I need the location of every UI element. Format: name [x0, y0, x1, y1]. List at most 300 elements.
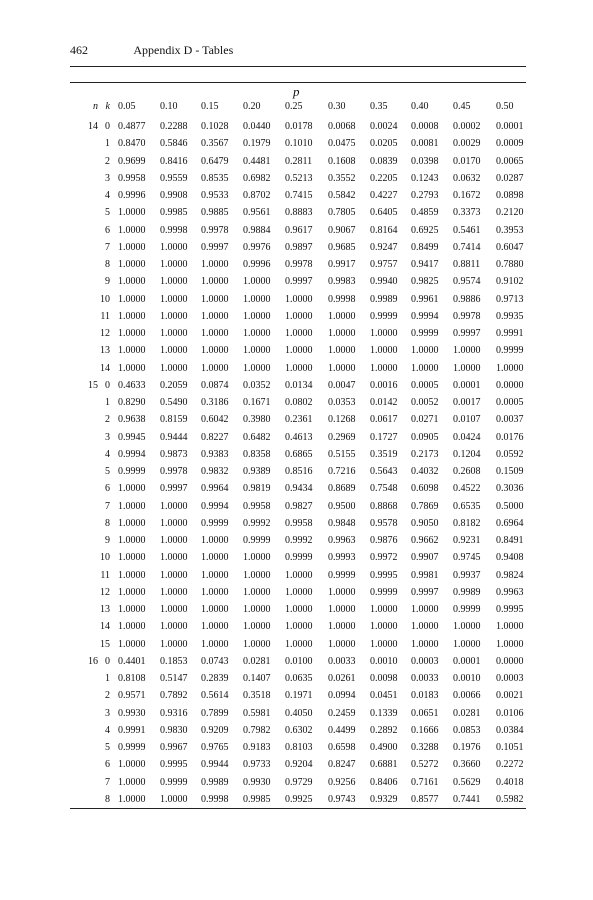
probability-cell: 0.9848	[328, 517, 356, 529]
probability-cell: 0.8499	[411, 241, 439, 253]
table-row	[70, 653, 526, 670]
probability-cell: 0.0853	[453, 724, 481, 736]
probability-cell: 0.9972	[370, 552, 398, 564]
probability-cell: 0.0451	[370, 690, 398, 702]
probability-cell: 0.5155	[328, 448, 356, 460]
probability-cell: 0.3980	[243, 414, 271, 426]
probability-cell: 0.7415	[285, 190, 313, 201]
probability-cell: 0.5147	[160, 673, 188, 684]
probability-cell: 0.0176	[496, 431, 524, 443]
probability-cell: 0.9256	[328, 776, 356, 788]
k-cell: 5	[105, 207, 110, 219]
probability-cell: 1.0000	[243, 293, 271, 305]
probability-cell: 0.9989	[453, 586, 481, 598]
probability-cell: 0.5490	[160, 397, 188, 408]
probability-cell: 0.9997	[453, 328, 481, 339]
probability-cell: 0.0651	[411, 707, 439, 719]
probability-cell: 1.0000	[243, 362, 271, 374]
probability-cell: 0.9329	[370, 793, 398, 805]
table-row	[70, 739, 526, 756]
table-row	[70, 377, 526, 394]
probability-cell: 0.1407	[243, 673, 271, 684]
probability-cell: 0.4900	[370, 742, 398, 753]
probability-cell: 1.0000	[118, 293, 146, 305]
probability-cell: 0.8164	[370, 224, 398, 236]
k-cell: 14	[100, 621, 110, 633]
table-row	[70, 636, 526, 653]
probability-cell: 0.9408	[496, 552, 524, 564]
k-cell: 11	[100, 569, 110, 581]
probability-cell: 0.0384	[496, 724, 524, 736]
k-cell: 1	[105, 397, 110, 408]
k-column-header: k	[105, 101, 110, 112]
probability-cell: 0.8702	[243, 190, 271, 201]
probability-cell: 1.0000	[118, 259, 146, 270]
p-column-header: 0.40	[411, 101, 429, 112]
probability-cell: 1.0000	[328, 621, 356, 633]
probability-cell: 0.9944	[201, 759, 229, 771]
probability-cell: 0.9998	[201, 793, 229, 805]
probability-cell: 0.0017	[453, 397, 481, 408]
probability-cell: 0.9999	[453, 604, 481, 615]
probability-cell: 0.0081	[411, 138, 439, 150]
probability-cell: 1.0000	[496, 362, 524, 374]
probability-cell: 0.9992	[243, 517, 271, 529]
probability-cell: 0.9989	[370, 293, 398, 305]
probability-cell: 0.8868	[370, 500, 398, 512]
probability-cell: 0.0281	[453, 707, 481, 719]
probability-cell: 0.8247	[328, 759, 356, 771]
table-row	[70, 498, 526, 515]
probability-cell: 0.0617	[370, 414, 398, 426]
probability-cell: 0.2059	[160, 379, 188, 391]
probability-cell: 0.9997	[160, 483, 188, 495]
probability-cell: 1.0000	[160, 793, 188, 805]
probability-cell: 1.0000	[285, 345, 313, 357]
probability-cell: 0.9930	[243, 776, 271, 788]
probability-cell: 0.9417	[411, 259, 439, 270]
table-row	[70, 204, 526, 221]
probability-cell: 0.9832	[201, 466, 229, 477]
probability-cell: 0.9729	[285, 776, 313, 788]
k-cell: 13	[100, 604, 110, 615]
probability-cell: 0.6479	[201, 155, 229, 167]
probability-cell: 0.8470	[118, 138, 146, 150]
probability-cell: 0.0205	[370, 138, 398, 150]
probability-cell: 0.9571	[118, 690, 146, 702]
table-row	[70, 670, 526, 687]
probability-cell: 0.9067	[328, 224, 356, 236]
probability-cell: 0.9907	[411, 552, 439, 564]
probability-cell: 0.9765	[201, 742, 229, 753]
n-cell: 15	[88, 379, 98, 391]
probability-cell: 0.9999	[370, 310, 398, 322]
table-row	[70, 722, 526, 739]
probability-cell: 0.9999	[118, 466, 146, 477]
probability-cell: 1.0000	[160, 345, 188, 357]
p-column-header: 0.30	[328, 101, 346, 112]
probability-cell: 1.0000	[118, 621, 146, 633]
table-row	[70, 187, 526, 204]
k-cell: 2	[105, 155, 110, 167]
probability-cell: 0.2969	[328, 431, 356, 443]
k-cell: 8	[105, 259, 110, 270]
k-cell: 1	[105, 673, 110, 684]
probability-cell: 0.6042	[201, 414, 229, 426]
table-row	[70, 515, 526, 532]
probability-cell: 0.9998	[160, 224, 188, 236]
k-cell: 7	[105, 776, 110, 788]
probability-cell: 0.5982	[496, 793, 524, 805]
probability-cell: 1.0000	[118, 604, 146, 615]
table-row	[70, 532, 526, 549]
probability-cell: 0.9873	[160, 448, 188, 460]
probability-cell: 0.7161	[411, 776, 439, 788]
probability-cell: 0.1010	[285, 138, 313, 150]
probability-cell: 0.9231	[453, 535, 481, 546]
probability-cell: 1.0000	[370, 621, 398, 633]
probability-cell: 0.8416	[160, 155, 188, 167]
probability-cell: 0.9827	[285, 500, 313, 512]
probability-cell: 0.0001	[453, 379, 481, 391]
probability-cell: 1.0000	[243, 310, 271, 322]
probability-cell: 0.0106	[496, 707, 524, 719]
probability-cell: 0.9985	[243, 793, 271, 805]
probability-cell: 0.0003	[496, 673, 524, 684]
probability-cell: 0.3552	[328, 172, 356, 184]
probability-cell: 0.9995	[370, 569, 398, 581]
probability-cell: 0.9995	[160, 759, 188, 771]
probability-cell: 1.0000	[328, 638, 356, 650]
probability-cell: 0.0037	[496, 414, 524, 426]
k-cell: 6	[105, 759, 110, 771]
probability-cell: 0.1608	[328, 155, 356, 167]
k-cell: 2	[105, 690, 110, 702]
probability-cell: 0.2892	[370, 724, 398, 736]
probability-cell: 0.5213	[285, 172, 313, 184]
probability-cell: 1.0000	[453, 345, 481, 357]
k-cell: 9	[105, 535, 110, 546]
probability-cell: 0.9994	[411, 310, 439, 322]
probability-cell: 0.6881	[370, 759, 398, 771]
probability-cell: 0.1727	[370, 431, 398, 443]
probability-cell: 0.1671	[243, 397, 271, 408]
k-cell: 5	[105, 466, 110, 477]
probability-cell: 0.9983	[328, 276, 356, 288]
probability-cell: 0.9989	[201, 776, 229, 788]
probability-cell: 0.9885	[201, 207, 229, 219]
probability-cell: 0.0000	[496, 655, 524, 667]
probability-cell: 0.0016	[370, 379, 398, 391]
probability-cell: 0.9559	[160, 172, 188, 184]
p-column-group-label: p	[293, 84, 300, 99]
probability-cell: 0.9999	[328, 569, 356, 581]
probability-cell: 0.9209	[201, 724, 229, 736]
probability-cell: 0.0475	[328, 138, 356, 150]
probability-cell: 0.1509	[496, 466, 524, 477]
probability-cell: 0.0994	[328, 690, 356, 702]
page-number: 462	[70, 43, 88, 57]
table-row	[70, 705, 526, 722]
probability-cell: 0.0005	[496, 397, 524, 408]
probability-cell: 0.0008	[411, 121, 439, 132]
probability-cell: 1.0000	[243, 569, 271, 581]
probability-cell: 0.3373	[453, 207, 481, 219]
probability-cell: 0.6047	[496, 241, 524, 253]
probability-cell: 1.0000	[370, 328, 398, 339]
p-column-header: 0.20	[243, 101, 261, 112]
probability-cell: 1.0000	[201, 552, 229, 564]
probability-cell: 0.1672	[453, 190, 481, 201]
p-column-header: 0.35	[370, 101, 388, 112]
probability-cell: 0.9733	[243, 759, 271, 771]
probability-cell: 1.0000	[160, 293, 188, 305]
probability-cell: 0.9102	[496, 276, 524, 288]
k-cell: 7	[105, 500, 110, 512]
probability-cell: 0.0100	[285, 655, 313, 667]
n-column-header: n	[93, 101, 98, 112]
probability-cell: 0.0010	[370, 655, 398, 667]
n-cell: 14	[88, 121, 98, 132]
probability-cell: 1.0000	[118, 328, 146, 339]
probability-cell: 0.0635	[285, 673, 313, 684]
probability-cell: 1.0000	[160, 241, 188, 253]
probability-cell: 0.0281	[243, 655, 271, 667]
probability-cell: 0.2839	[201, 673, 229, 684]
probability-cell: 1.0000	[201, 362, 229, 374]
p-column-header: 0.05	[118, 101, 136, 112]
probability-cell: 0.5981	[243, 707, 271, 719]
probability-cell: 1.0000	[328, 310, 356, 322]
probability-cell: 1.0000	[243, 276, 271, 288]
probability-cell: 0.0271	[411, 414, 439, 426]
probability-cell: 0.4859	[411, 207, 439, 219]
probability-cell: 0.9247	[370, 241, 398, 253]
k-cell: 9	[105, 276, 110, 288]
probability-cell: 1.0000	[160, 552, 188, 564]
probability-cell: 1.0000	[160, 586, 188, 598]
table-mid-rule	[70, 82, 526, 83]
probability-cell: 0.9574	[453, 276, 481, 288]
probability-cell: 0.5643	[370, 466, 398, 477]
probability-cell: 0.0009	[496, 138, 524, 150]
probability-cell: 0.1666	[411, 724, 439, 736]
probability-cell: 1.0000	[201, 586, 229, 598]
probability-cell: 0.8577	[411, 793, 439, 805]
table-row	[70, 446, 526, 463]
probability-cell: 0.1979	[243, 138, 271, 150]
table-row	[70, 153, 526, 170]
probability-cell: 0.9617	[285, 224, 313, 236]
probability-cell: 0.2120	[496, 207, 524, 219]
probability-cell: 0.4613	[285, 431, 313, 443]
probability-cell: 0.7548	[370, 483, 398, 495]
probability-cell: 0.9997	[285, 276, 313, 288]
probability-cell: 0.8811	[453, 259, 481, 270]
probability-cell: 0.0033	[411, 673, 439, 684]
table-row	[70, 308, 526, 325]
probability-cell: 0.9500	[328, 500, 356, 512]
k-cell: 6	[105, 483, 110, 495]
k-cell: 14	[100, 362, 110, 374]
probability-cell: 0.9994	[201, 500, 229, 512]
probability-cell: 0.6964	[496, 517, 524, 529]
probability-cell: 1.0000	[118, 345, 146, 357]
probability-cell: 0.8358	[243, 448, 271, 460]
probability-cell: 1.0000	[370, 345, 398, 357]
probability-cell: 1.0000	[201, 621, 229, 633]
probability-cell: 0.9935	[496, 310, 524, 322]
probability-cell: 0.7805	[328, 207, 356, 219]
probability-cell: 0.7441	[453, 793, 481, 805]
probability-cell: 0.0398	[411, 155, 439, 167]
probability-cell: 0.1243	[411, 172, 439, 184]
probability-cell: 0.4877	[118, 121, 146, 132]
probability-cell: 1.0000	[118, 500, 146, 512]
probability-cell: 0.0029	[453, 138, 481, 150]
probability-cell: 1.0000	[201, 345, 229, 357]
table-row	[70, 291, 526, 308]
probability-cell: 0.9978	[160, 466, 188, 477]
k-cell: 8	[105, 793, 110, 805]
k-cell: 8	[105, 517, 110, 529]
probability-cell: 0.9819	[243, 483, 271, 495]
probability-cell: 0.0353	[328, 397, 356, 408]
probability-cell: 0.9967	[160, 742, 188, 753]
probability-cell: 1.0000	[370, 362, 398, 374]
probability-cell: 1.0000	[118, 224, 146, 236]
probability-cell: 0.9925	[285, 793, 313, 805]
table-row	[70, 429, 526, 446]
probability-cell: 0.2288	[160, 121, 188, 132]
probability-cell: 0.0033	[328, 655, 356, 667]
probability-cell: 0.9999	[118, 742, 146, 753]
probability-cell: 0.9825	[411, 276, 439, 288]
probability-cell: 1.0000	[243, 345, 271, 357]
table-row	[70, 239, 526, 256]
probability-cell: 0.5846	[160, 138, 188, 150]
p-column-header: 0.50	[496, 101, 514, 112]
probability-cell: 1.0000	[160, 310, 188, 322]
probability-cell: 1.0000	[118, 586, 146, 598]
probability-cell: 0.0001	[496, 121, 524, 132]
probability-cell: 0.9561	[243, 207, 271, 219]
probability-cell: 0.0905	[411, 431, 439, 443]
probability-cell: 0.3567	[201, 138, 229, 150]
probability-cell: 0.9978	[285, 259, 313, 270]
table-row	[70, 687, 526, 704]
k-cell: 10	[100, 552, 110, 564]
probability-cell: 0.0142	[370, 397, 398, 408]
probability-cell: 1.0000	[160, 362, 188, 374]
k-cell: 5	[105, 742, 110, 753]
probability-cell: 1.0000	[118, 207, 146, 219]
probability-cell: 0.0134	[285, 379, 313, 391]
table-row	[70, 584, 526, 601]
probability-cell: 1.0000	[160, 259, 188, 270]
probability-cell: 0.2459	[328, 707, 356, 719]
probability-cell: 1.0000	[118, 241, 146, 253]
k-cell: 10	[100, 293, 110, 305]
probability-cell: 0.2811	[285, 155, 313, 167]
probability-cell: 0.0874	[201, 379, 229, 391]
probability-cell: 0.1853	[160, 655, 188, 667]
probability-cell: 1.0000	[243, 552, 271, 564]
probability-cell: 0.0003	[411, 655, 439, 667]
probability-cell: 1.0000	[201, 535, 229, 546]
probability-cell: 0.5000	[496, 500, 524, 512]
k-cell: 4	[105, 190, 110, 201]
k-cell: 6	[105, 224, 110, 236]
table-row	[70, 549, 526, 566]
probability-cell: 0.9897	[285, 241, 313, 253]
probability-cell: 1.0000	[201, 293, 229, 305]
table-row	[70, 567, 526, 584]
running-header	[70, 43, 233, 58]
probability-cell: 1.0000	[201, 604, 229, 615]
probability-cell: 0.9183	[243, 742, 271, 753]
probability-cell: 0.4018	[496, 776, 524, 788]
probability-cell: 0.1051	[496, 742, 524, 753]
probability-cell: 0.6865	[285, 448, 313, 460]
table-row	[70, 463, 526, 480]
k-cell: 0	[105, 379, 110, 391]
probability-cell: 0.9999	[243, 535, 271, 546]
probability-cell: 0.6925	[411, 224, 439, 236]
probability-cell: 1.0000	[411, 621, 439, 633]
probability-cell: 0.2272	[496, 759, 524, 771]
probability-cell: 1.0000	[160, 328, 188, 339]
probability-cell: 0.9945	[118, 431, 146, 443]
probability-cell: 1.0000	[411, 345, 439, 357]
probability-cell: 1.0000	[243, 621, 271, 633]
table-row	[70, 273, 526, 290]
probability-cell: 0.0287	[496, 172, 524, 184]
probability-cell: 0.6405	[370, 207, 398, 219]
probability-cell: 0.1028	[201, 121, 229, 132]
probability-cell: 0.6982	[243, 172, 271, 184]
probability-cell: 0.9996	[243, 259, 271, 270]
table-bottom-rule	[70, 808, 526, 809]
k-cell: 3	[105, 172, 110, 184]
probability-cell: 0.7982	[243, 724, 271, 736]
probability-cell: 1.0000	[160, 638, 188, 650]
probability-cell: 0.9824	[496, 569, 524, 581]
k-cell: 13	[100, 345, 110, 357]
probability-cell: 0.6302	[285, 724, 313, 736]
probability-cell: 0.9316	[160, 707, 188, 719]
probability-cell: 0.0002	[453, 121, 481, 132]
probability-cell: 0.8516	[285, 466, 313, 477]
probability-cell: 0.8689	[328, 483, 356, 495]
probability-cell: 1.0000	[118, 535, 146, 546]
table-row	[70, 394, 526, 411]
k-cell: 3	[105, 431, 110, 443]
probability-cell: 0.0047	[328, 379, 356, 391]
probability-cell: 0.9930	[118, 707, 146, 719]
probability-cell: 0.9999	[370, 586, 398, 598]
probability-cell: 0.2173	[411, 448, 439, 460]
probability-cell: 0.8227	[201, 431, 229, 443]
probability-cell: 0.0898	[496, 190, 524, 201]
probability-cell: 0.8103	[285, 742, 313, 753]
probability-cell: 0.9981	[411, 569, 439, 581]
table-row	[70, 756, 526, 773]
probability-cell: 0.2608	[453, 466, 481, 477]
probability-cell: 0.8182	[453, 517, 481, 529]
probability-cell: 1.0000	[285, 586, 313, 598]
table-row	[70, 618, 526, 635]
